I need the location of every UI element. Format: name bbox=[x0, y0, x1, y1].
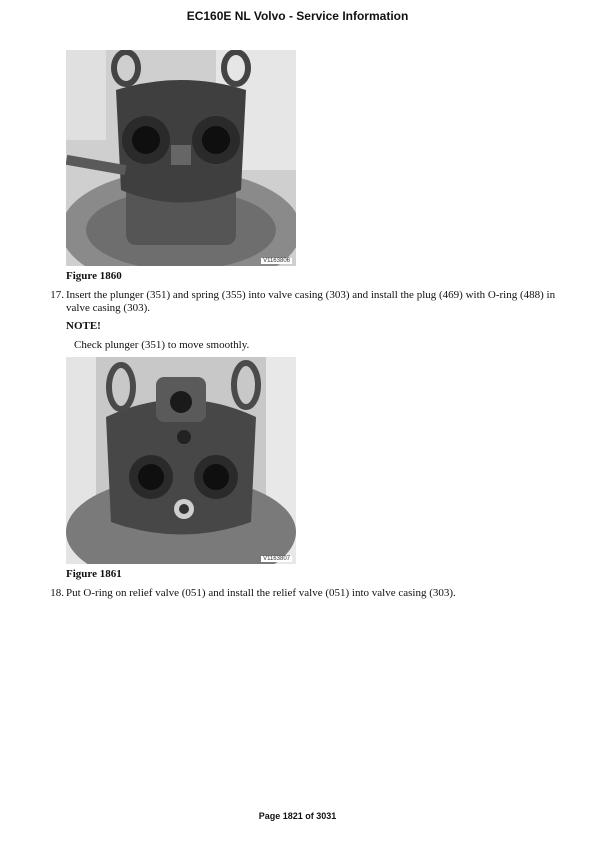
step-17 bbox=[50, 289, 565, 315]
figure-1861-image-code: V1163807 bbox=[263, 556, 290, 562]
note-label: NOTE! bbox=[66, 320, 101, 332]
step-18-text: Put O-ring on relief valve (051) and install the relief valve (051) into valve casing (303). bbox=[66, 587, 456, 599]
step-17-number: 17. bbox=[50, 289, 64, 301]
figure-1860-image-code: V1163806 bbox=[263, 258, 290, 264]
valve-casing-photo-1 bbox=[66, 50, 296, 266]
note-text: Check plunger (351) to move smoothly. bbox=[74, 339, 250, 351]
figure-1861-photo bbox=[66, 357, 296, 564]
valve-casing-photo-2 bbox=[66, 357, 296, 564]
figure-1860-caption: Figure 1860 bbox=[66, 270, 122, 282]
page-footer: Page 1821 of 3031 bbox=[258, 811, 337, 821]
figure-1861-caption: Figure 1861 bbox=[66, 568, 122, 580]
figure-1860-photo bbox=[66, 50, 296, 266]
page-header: EC160E NL Volvo - Service Information bbox=[186, 9, 409, 23]
step-17-text: Insert the plunger (351) and spring (355) into valve casing (303) and install the plug (469) with O-ring (488) in valve casing (303). bbox=[66, 289, 556, 314]
step-18-number: 18. bbox=[50, 587, 64, 599]
step-18 bbox=[50, 587, 565, 600]
